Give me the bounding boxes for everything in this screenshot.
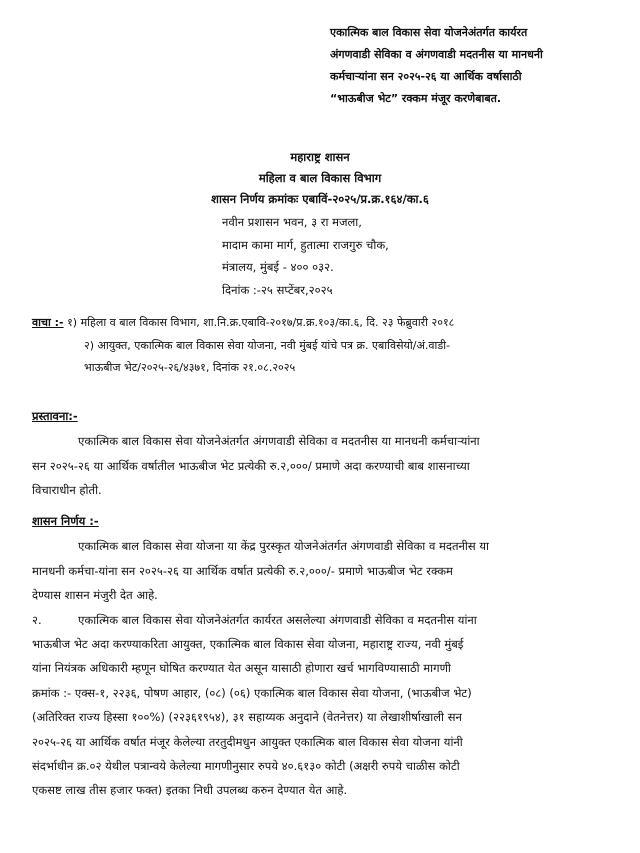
gr-number: शासन निर्णय क्रमांकः एबाविं-२०२५/प्र.क्र.१६४/का.६: [211, 192, 429, 206]
subject-line: “भाऊबीज भेट” रक्कम मंजूर करणेबाबत.: [330, 92, 502, 105]
issue-date: दिनांक :-२५ सप्टेंबर,२०२५: [222, 282, 333, 297]
office-address: [222, 211, 389, 301]
address-line: नवीन प्रशासन भवन, ३ रा मजला,: [222, 215, 362, 229]
decision-heading: शासन निर्णय :-: [32, 514, 99, 528]
decision-section: [32, 511, 612, 803]
references-label: वाचा :-: [32, 316, 64, 329]
decision-para-2: [32, 608, 612, 803]
decision-line: देण्यास शासन मंजुरी देत आहे.: [32, 588, 158, 602]
decision-line: एकसष्ट लाख तीस हजार फक्त) इतका निधी उपलब्ध करुन देण्यात येत आहे.: [32, 783, 348, 798]
decision-line: २०२५-२६ या आर्थिक वर्षात मंजूर केलेल्या तरतुदीमधुन आयुक्त एकात्मिक बाल विकास सेवा योजना यांनी: [32, 734, 463, 749]
paragraph-number: २.: [32, 612, 42, 627]
decision-line: क्रमांक :- एक्स-१, २२३६, पोषण आहार, (०८) (०६) एकात्मिक बाल विकास सेवा योजना, (भाऊबीज भेट): [32, 685, 472, 700]
preamble-line: एकात्मिक बाल विकास सेवा योजनेअंतर्गत अंगणवाडी सेविका व मदतनीस या मानधनी कर्मचाऱ्यांना: [78, 434, 480, 448]
decision-line: भाऊबीज भेट अदा करण्याकरिता आयुक्त, एकात्मिक बाल विकास सेवा योजना, महाराष्ट्र राज्य, नवी मुंबई: [32, 636, 464, 651]
decision-line: संदर्भाधीन क्र.०२ येथील पत्रान्वये केलेल्या मागणीनुसार रुपये ४०.६१३० कोटी (अक्षरी रुपये चाळीस कोटी: [32, 758, 460, 773]
subject-line: कर्मचाऱ्यांना सन २०२५-२६ या आर्थिक वर्षासाठी: [330, 70, 522, 83]
preamble-text: [32, 429, 612, 503]
decision-line: (अतिरिक्त राज्य हिस्सा १००%) (२२३६१९५४), ३१ सहाय्यक अनुदाने (वेतनेत्तर) या लेखाशीर्षाखाली सन: [32, 710, 462, 725]
subject-block: [330, 22, 630, 110]
decision-text: एकात्मिक बाल विकास सेवा योजनेअंतर्गत कार्यरत असलेल्या अंगणवाडी सेविका व मदतनीस यांना: [78, 612, 477, 627]
reference-1: १) महिला व बाल विकास विभाग, शा.नि.क्र.एबावि-२०१७/प्र.क्र.१०३/का.६, दि. २३ फेब्रुवारी २०१८: [63, 316, 455, 329]
department-name: महिला व बाल विकास विभाग: [258, 171, 382, 185]
address-line: मादाम कामा मार्ग, हुतात्मा राजगुरु चौक,: [222, 237, 389, 252]
reference-line-1: [32, 312, 454, 335]
government-name: महाराष्ट्र शासन: [290, 150, 350, 164]
subject-line: अंगणवाडी सेविका व अंगणवाडी मदतनीस या मानधनी: [330, 48, 543, 61]
decision-line: मानधनी कर्मचा-यांना सन २०२५-२६ या आर्थिक वर्षात प्रत्येकी रु.२,०००/- प्रमाणे भाऊबीज भेट रक्कम: [32, 563, 453, 578]
preamble-section: [32, 406, 612, 503]
decision-para-1: [32, 534, 612, 608]
reference-line-3: भाऊबीज भेट/२०२५-२६/४३७१, दिनांक २१.०८.२०२५: [84, 361, 296, 374]
subject-line: एकात्मिक बाल विकास सेवा योजनेअंतर्गत कार्यरत: [330, 26, 528, 39]
preamble-line: सन २०२५-२६ या आर्थिक वर्षातील भाऊबीज भेट प्रत्येकी रु.२,०००/ प्रमाणे अदा करण्याची बाब शासनाच्या: [32, 458, 470, 473]
preamble-line: विचाराधीन होती.: [32, 483, 102, 497]
decision-line: यांना नियंत्रक अधिकारी म्हणून घोषित करण्यात येत असून यासाठी होणारा खर्च भागविण्यासाठी मागणी: [32, 661, 451, 676]
preamble-heading: प्रस्तावना:-: [32, 409, 78, 423]
reference-line-2: २) आयुक्त, एकात्मिक बाल विकास सेवा योजना, नवी मुंबई यांचे पत्र क्र. एबाविसेयो/अं.वाडी-: [84, 338, 451, 352]
decision-line: एकात्मिक बाल विकास सेवा योजना या केंद्र पुरस्कृत योजनेअंतर्गत अंगणवाडी सेविका व मदतनीस या: [78, 539, 489, 553]
references-block: [32, 312, 454, 380]
address-line: मंत्रालय, मुंबई - ४०० ०३२.: [222, 260, 334, 274]
decision-line: [32, 608, 612, 632]
